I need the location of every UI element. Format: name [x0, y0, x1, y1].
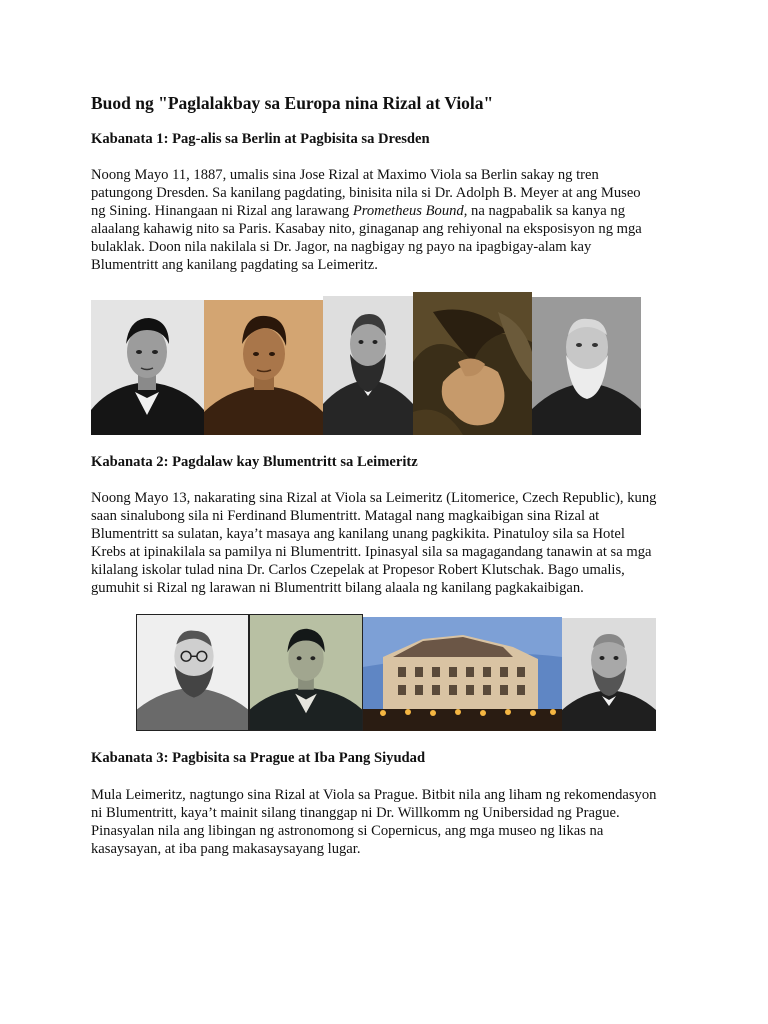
portrait-jagor	[532, 297, 641, 435]
chapter-3-paragraph	[91, 786, 691, 858]
paragraph-line: Krebs at ipinakilala sa pamilya ni Blumentritt. Ipinasyal sila sa magagandang tanawin at sa mga	[91, 544, 652, 560]
line-text: ng Sining. Hinangaan ni Rizal ang larawang	[91, 203, 353, 219]
chapter-2-paragraph	[91, 489, 691, 597]
paragraph-line: saan sinalubong sila ni Ferdinand Blumentritt. Matagal nang magkaibigan sina Rizal at	[91, 508, 600, 524]
paragraph-line: kasaysayan, at iba pang makasaysayang lugar.	[91, 841, 361, 857]
painting-prometheus-bound	[413, 292, 532, 435]
paragraph-line: Pinasyalan nila ang libingan ng astronomong si Copernicus, ang mga museo ng likas na	[91, 823, 604, 839]
paragraph-line: Blumentritt sa sulatan, kaya’t masaya ang kanilang unang pagkikita. Pinatuloy sila sa Hotel	[91, 526, 625, 542]
paragraph-line: kilalang iskolar tulad nina Dr. Carlos Czepelak at Propesor Robert Klutschak. Bago umalis,	[91, 562, 625, 578]
paragraph-line: Noong Mayo 11, 1887, umalis sina Jose Rizal at Maximo Viola sa Berlin sakay ng tren	[91, 167, 599, 183]
line-text: , na nagpabalik sa kanya ng	[463, 203, 626, 219]
portrait-rizal	[91, 300, 204, 435]
paragraph-line: alaalang kahawig nito sa Paris. Kasabay nito, ginaganap ang rehiyonal na eksposisyon ng mga	[91, 221, 642, 237]
portrait-viola	[204, 300, 323, 435]
paragraph-line: Noong Mayo 13, nakarating sina Rizal at Viola sa Leimeritz (Litomerice, Czech Republic), kung	[91, 490, 657, 506]
artwork-title: Prometheus Bound	[352, 203, 464, 219]
portrait-klutschak	[562, 618, 656, 731]
paragraph-line: ni Blumentritt, kaya’t mainit silang tinanggap ni Dr. Willkomm ng Unibersidad ng Prague.	[91, 805, 620, 821]
paragraph-line: Blumentritt ang kanilang pagdating sa Leimeritz.	[91, 257, 378, 273]
chapter-1-heading: Kabanata 1: Pag-alis sa Berlin at Pagbisita sa Dresden	[91, 131, 430, 147]
paragraph-line: bulaklak. Doon nila nakilala si Dr. Jagor, na nagbigay ng payo na ipagbigay-alam kay	[91, 239, 592, 255]
photo-hotel-krebs	[363, 617, 562, 731]
paragraph-line: Mula Leimeritz, nagtungo sina Rizal at Viola sa Prague. Bitbit nila ang liham ng rekomendasyon	[91, 787, 657, 803]
paragraph-line: patungong Dresden. Sa kanilang pagdating, binisita nila si Dr. Adolph B. Meyer at ang Museo	[91, 185, 641, 201]
portrait-blumentritt-sketch	[136, 614, 249, 731]
paragraph-line: gumuhit si Rizal ng larawan ni Blumentritt bilang alaala ng kanilang pagkakaibigan.	[91, 580, 584, 596]
paragraph-line	[91, 202, 691, 220]
chapter-2-heading: Kabanata 2: Pagdalaw kay Blumentritt sa Leimeritz	[91, 454, 418, 470]
portrait-meyer	[323, 296, 413, 435]
portrait-rizal-tinted	[249, 614, 363, 731]
document-title: Buod ng "Paglalakbay sa Europa nina Rizal at Viola"	[91, 93, 494, 113]
chapter-1-paragraph	[91, 166, 691, 274]
chapter-3-heading: Kabanata 3: Pagbisita sa Prague at Iba Pang Siyudad	[91, 750, 426, 766]
